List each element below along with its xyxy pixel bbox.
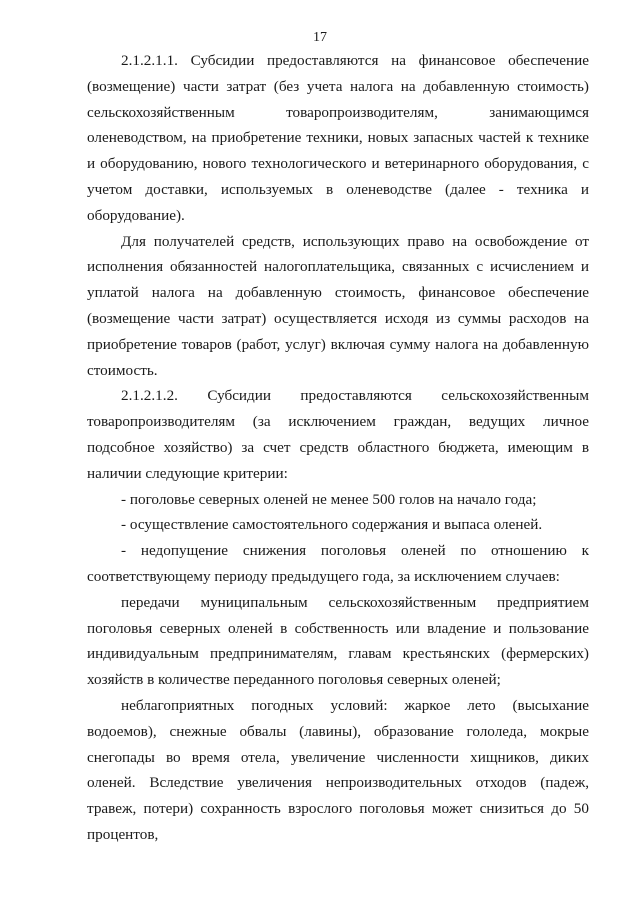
exception-transfer: передачи муниципальным сельскохозяйственным предприятием поголовья северных оленей в собственность или владение и пользование индивидуальным предпринимателям, главам крестьянских (фермерских) хозяйств в количестве переданного поголовья северных оленей;	[87, 593, 589, 689]
paragraph-vat-exemption: Для получателей средств, использующих право на освобождение от исполнения обязанностей налогоплательщика, связанных с исчислением и уплатой налога на добавленную стоимость, финансовое обеспечение (возмещение части затрат) осуществляется исходя из суммы расходов на приобретение товаров (работ, услуг) включая сумму налога на добавленную стоимость.	[87, 232, 589, 379]
document-body	[87, 48, 589, 848]
page-number: 17	[313, 30, 327, 45]
criterion-no-decrease: - недопущение снижения поголовья оленей по отношению к соответствующему периоду предыдущего года, за исключением случаев:	[87, 542, 589, 585]
paragraph-2-1-2-1-2: 2.1.2.1.2. Субсидии предоставляются сельскохозяйственным товаропроизводителям (за исключением граждан, ведущих личное подсобное хозяйство) за счет средств областного бюджета, имеющим в наличии следующие критерии:	[87, 387, 589, 482]
paragraph-2-1-2-1-1: 2.1.2.1.1. Субсидии предоставляются на финансовое обеспечение (возмещение) части затрат (без учета налога на добавленную стоимость) сельскохозяйственным товаропроизводителям, занимающимся оленеводством, на приобретение техники, новых запасных частей к технике и оборудованию, нового технологического и ветеринарного оборудования, с учетом доставки, используемых в оленеводстве (далее - техника и оборудование).	[87, 52, 589, 224]
criterion-independent-grazing: - осуществление самостоятельного содержания и выпаса оленей.	[121, 516, 543, 534]
criterion-livestock-count: - поголовье северных оленей не менее 500 голов на начало года;	[121, 490, 537, 508]
exception-weather: неблагоприятных погодных условий: жаркое лето (высыхание водоемов), снежные обвалы (лавины), образование гололеда, мокрые снегопады во время отела, увеличение численности хищников, диких оленей. Вследствие увеличения непроизводительных отходов (падеж, травеж, потери) сохранность взрослого поголовья может снизиться до 50 процентов,	[87, 696, 589, 843]
